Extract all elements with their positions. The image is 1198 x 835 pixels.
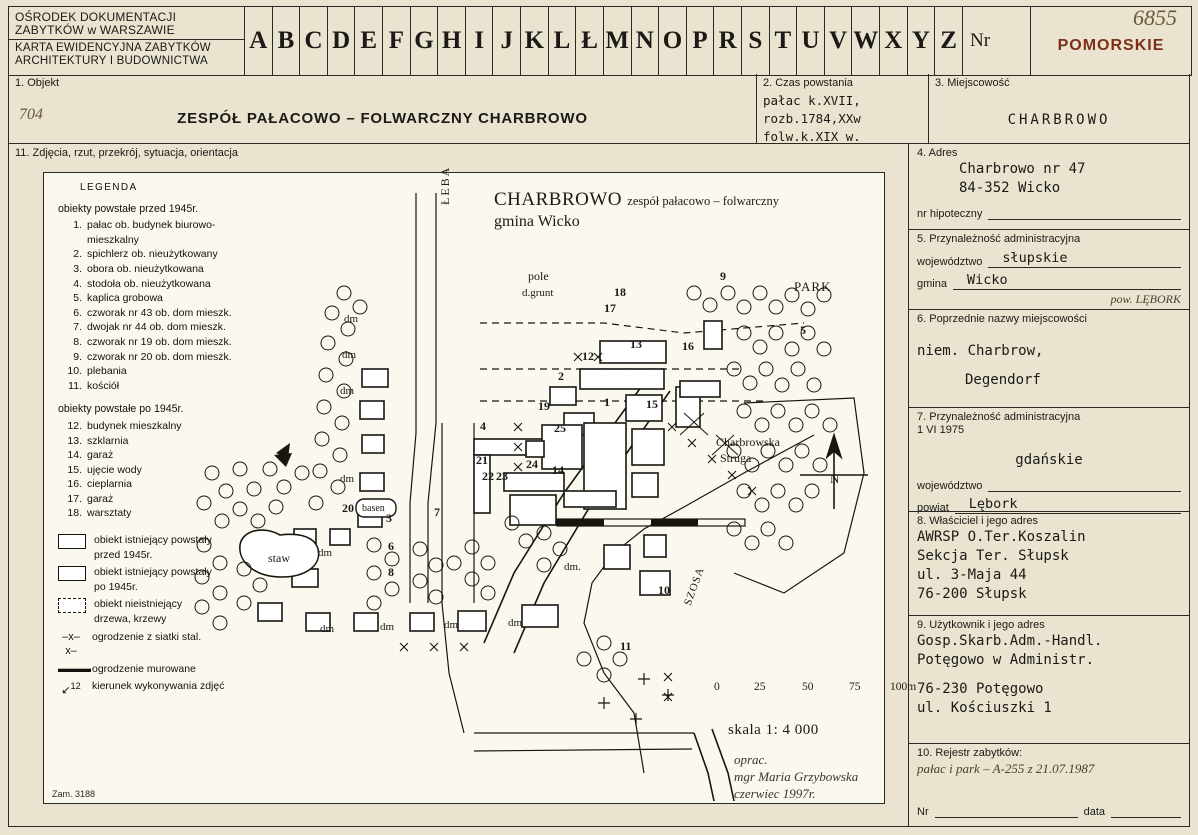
field-10-caption: 10. Rejestr zabytków: (917, 747, 1023, 759)
legend-item-text: czworak nr 20 ob. dom mieszk. (87, 350, 232, 363)
map-label-dm: dm (318, 547, 333, 559)
field-7-wojewodztwo-label: województwo (917, 480, 983, 492)
map-label-stream-1: Charbrowska (716, 435, 780, 449)
alpha-cell[interactable]: H (438, 7, 466, 75)
map-number: 5 (800, 323, 806, 337)
map-number: 3 (386, 511, 392, 525)
legend-item (60, 463, 286, 478)
field-10-data-label: data (1083, 806, 1105, 818)
legend-symbol-text: kierunek wykonywania zdjęć (92, 680, 225, 693)
map-number: 25 (554, 421, 566, 435)
legend-symbol-line1: obiekt nieistniejący (94, 598, 183, 611)
legend-item (60, 218, 286, 233)
legend-symbol (56, 597, 286, 626)
field-8-caption: 8. Właściciel i jego adres (917, 515, 1039, 527)
map-label-river: ŁEBA (438, 165, 452, 205)
map-number: 19 (538, 399, 550, 413)
field-10-nr-input[interactable] (935, 801, 1078, 818)
field-miejscowosc (929, 74, 1189, 143)
field-5-caption: 5. Przynależność administracyjna (917, 233, 1081, 245)
alpha-cell[interactable]: K (521, 7, 549, 75)
legend-item-text: budynek mieszkalny (87, 419, 182, 432)
alpha-cell[interactable]: O (659, 7, 687, 75)
legend-item-num: 17. (67, 492, 82, 505)
field-9-line1: Gosp.Skarb.Adm.-Handl. (917, 633, 1103, 649)
legend-item-num (60, 233, 87, 248)
map-number: 7 (434, 505, 440, 519)
field-4-caption: 4. Adres (917, 147, 958, 159)
signature-line-2: mgr Maria Grzybowska (734, 769, 859, 784)
map-label-dm: dm (380, 621, 395, 633)
scale-tick-labels (714, 681, 917, 695)
field-czas-powstania (757, 74, 929, 143)
nr-label-box (963, 7, 1031, 75)
alpha-cell[interactable]: D (328, 7, 356, 75)
legend-item-num: 6. (73, 306, 82, 319)
legend-item (60, 306, 286, 321)
field-9-line2: Potęgowo w Administr. (917, 652, 1095, 668)
legend-item-text: garaż (87, 492, 114, 505)
legend-symbol (56, 565, 286, 594)
author-signature (734, 751, 858, 802)
legend-item-text: mieszkalny (87, 233, 139, 246)
field-9-line4: 76-230 Potęgowo (917, 681, 1044, 697)
legend-item (60, 477, 286, 492)
alpha-cell[interactable]: M (604, 7, 632, 75)
field-11-panel (9, 144, 917, 826)
field-9-line5: ul. Kościuszki 1 (917, 700, 1052, 716)
field-4-adres (909, 144, 1189, 230)
map-number: 24 (526, 457, 538, 471)
legend-item (60, 247, 286, 262)
legend-item-num: 4. (73, 277, 82, 290)
map-label-field1: pole (528, 269, 549, 283)
field-9-spacer (917, 670, 1181, 680)
field-czas-line3: folw.k.XIX w. (763, 129, 861, 144)
field-czas-line1: pałac k.XVII, (763, 93, 861, 108)
field-czas-caption: 2. Czas powstania (763, 77, 853, 89)
field-5-gmina-input[interactable] (953, 273, 1181, 290)
field-6-poprzednie-nazwy (909, 310, 1189, 408)
alpha-cell[interactable]: C (300, 7, 328, 75)
alpha-cell[interactable]: U (797, 7, 825, 75)
header-divider (9, 39, 244, 40)
nr-label: Nr (970, 30, 991, 51)
field-8-line3: ul. 3-Maja 44 (917, 567, 1027, 583)
legend-symbol-line2: przed 1945r. (94, 548, 153, 561)
legend-item (60, 233, 286, 248)
field-czas-line2: rozb.1784,XXw (763, 111, 861, 126)
field-5-wojewodztwo-label: województwo (917, 256, 983, 268)
field-7-wojewodztwo-row (917, 475, 1181, 492)
map-label-dm: dm (344, 313, 359, 325)
field-object (9, 74, 757, 143)
legend-item-text: garaż (87, 449, 114, 462)
legend-item-text: czworak nr 43 ob. dom mieszk. (87, 306, 232, 319)
legend-item (60, 335, 286, 350)
field-object-caption: 1. Objekt (15, 77, 60, 89)
legend-item-text: obora ob. nieużytkowana (87, 262, 204, 275)
institution-block (9, 7, 245, 75)
map-number: 8 (388, 565, 394, 579)
legend-group-1: obiekty powstałe przed 1945r. (58, 202, 199, 215)
field-7-caption-2: 1 VI 1975 (917, 424, 965, 436)
field-8-line4: 76-200 Słupsk (917, 586, 1027, 602)
site-plan-image (43, 165, 917, 804)
map-label-dm: dm (340, 473, 355, 485)
map-number: 16 (682, 339, 694, 353)
field-5-przynaleznosc (909, 230, 1189, 310)
alpha-cell[interactable]: A (245, 7, 273, 75)
map-label-park: PARK (794, 279, 832, 294)
map-label-dm: dm (320, 623, 335, 635)
scale-tick: 50 (802, 681, 814, 693)
record-number: 6855 (1133, 5, 1177, 30)
field-5-gmina-value: Wicko (966, 272, 1008, 288)
alpha-cell[interactable]: J (493, 7, 521, 75)
legend-item (60, 277, 286, 292)
alpha-cell[interactable]: R (714, 7, 742, 75)
legend-item-text: plebania (87, 365, 127, 378)
legend-item-num: 9. (73, 350, 82, 363)
alpha-cell[interactable]: X (880, 7, 908, 75)
map-legend (54, 181, 286, 699)
legend-item-text: warsztaty (87, 507, 132, 520)
alphabet-index (245, 7, 963, 75)
map-label-north: N (830, 471, 840, 486)
signature-line-1: oprac. (734, 752, 768, 767)
signature-line-3: czerwiec 1997r. (734, 786, 816, 801)
institution-line-2: ZABYTKÓW w WARSZAWIE (15, 23, 175, 37)
legend-symbol-text (94, 565, 286, 594)
map-title-block (494, 189, 779, 231)
legend-item-num: 16. (67, 478, 82, 491)
field-4-hipoteczny-label: nr hipoteczny (917, 208, 983, 220)
field-4-hipoteczny-input[interactable] (988, 203, 1181, 220)
field-9-uzytkownik (909, 616, 1189, 744)
alpha-cell[interactable]: Y (908, 7, 936, 75)
field-miejscowosc-caption: 3. Miejscowość (935, 77, 1010, 89)
alpha-cell[interactable]: S (742, 7, 770, 75)
photo-direction-icon: ↙$^{12}$ (61, 681, 81, 698)
scale-tick: 25 (754, 681, 766, 693)
alpha-cell[interactable]: V (825, 7, 853, 75)
legend-item (60, 291, 286, 306)
legend-item (60, 506, 286, 521)
legend-symbol (56, 630, 286, 659)
institution-line-1: OŚRODEK DOKUMENTACJI (15, 10, 177, 24)
alpha-cell[interactable]: E (355, 7, 383, 75)
legend-item-num: 15. (67, 463, 82, 476)
legend-item-text: cieplarnia (87, 478, 132, 491)
scale-bar (714, 681, 917, 695)
alpha-cell[interactable]: T (770, 7, 798, 75)
map-number: 17 (604, 301, 616, 315)
map-number: 12 (582, 349, 594, 363)
map-number: 11 (620, 639, 632, 653)
map-number: 4 (480, 419, 486, 433)
alpha-cell[interactable]: W (852, 7, 880, 75)
field-5-wojewodztwo-row (917, 251, 1181, 268)
legend-symbol-text: ogrodzenie z siatki stal. (92, 630, 202, 643)
building-post1945-icon (58, 566, 86, 581)
field-7-powiat-label: powiat (917, 502, 949, 514)
alpha-cell[interactable]: F (383, 7, 411, 75)
field-8-line1: AWRSP O.Ter.Koszalin (917, 529, 1086, 545)
map-label-field2: d.grunt (522, 287, 554, 299)
map-number: 9 (720, 269, 726, 283)
alpha-cell[interactable]: Ł (576, 7, 604, 75)
map-number: 10 (658, 583, 670, 597)
legend-item-text: czworak nr 19 ob. dom mieszk. (87, 335, 232, 348)
object-info-row (8, 74, 1190, 144)
field-6-caption: 6. Poprzednie nazwy miejscowości (917, 313, 1087, 325)
field-10-nr-row (917, 801, 1181, 818)
scale-tick: 100m (890, 681, 917, 693)
legend-list-2 (54, 419, 286, 521)
field-7-przynaleznosc-1975 (909, 408, 1189, 512)
field-5-wojewodztwo-input[interactable] (988, 251, 1181, 268)
legend-list-1 (54, 218, 286, 393)
card-line-1: KARTA EWIDENCYJNA ZABYTKÓW (15, 42, 211, 54)
region-box (1031, 7, 1191, 75)
alpha-cell[interactable]: P (687, 7, 715, 75)
scale-tick: 0 (714, 681, 720, 693)
legend-symbol (56, 533, 286, 562)
region-name: POMORSKIE (1057, 37, 1165, 54)
legend-item-num: 1. (73, 219, 82, 232)
field-7-powiat-value: Lębork (968, 496, 1018, 512)
map-number: 14 (552, 463, 564, 477)
alpha-cell[interactable]: G (411, 7, 439, 75)
legend-item-text: kaplica grobowa (87, 292, 163, 305)
legend-symbol-text (94, 597, 286, 626)
document-body (8, 144, 1190, 827)
field-8-wlasciciel (909, 512, 1189, 616)
field-10-hand-value: pałac i park – A-255 z 21.07.1987 (917, 761, 1095, 776)
legend-item (60, 419, 286, 434)
field-7-highlight: gdańskie (1015, 452, 1083, 468)
legend-item (60, 262, 286, 277)
legend-item-num: 7. (73, 321, 82, 334)
legend-item-num: 10. (67, 365, 82, 378)
building-demolished-icon (58, 598, 86, 613)
field-10-data-input[interactable] (1111, 801, 1181, 818)
legend-item (60, 448, 286, 463)
legend-item-text: kościół (87, 379, 120, 392)
map-number: 15 (646, 397, 658, 411)
print-code: Zam. 3188 (52, 789, 96, 799)
wall-fence-icon: ▬▬▬ (58, 662, 91, 675)
alpha-cell[interactable]: B (273, 7, 301, 75)
field-4-hipoteczny-row (917, 203, 1181, 220)
card-line-2: ARCHITEKTURY I BUDOWNICTWA (15, 55, 208, 67)
map-label-dm: dm (342, 349, 357, 361)
legend-item-num: 8. (73, 335, 82, 348)
map-label-pond: staw (268, 551, 290, 565)
legend-item-num: 11. (68, 379, 82, 392)
legend-symbol-text (94, 533, 286, 562)
scale-text: skala 1: 4 000 (728, 722, 819, 738)
legend-item-text: ujęcie wody (87, 463, 142, 476)
map-label-road: SZOSA (682, 565, 707, 608)
map-title-commune: gmina Wicko (494, 213, 580, 230)
alpha-cell[interactable]: I (466, 7, 494, 75)
map-number: 20 (342, 501, 354, 515)
field-5-hand-note: pow. LĘBORK (1110, 292, 1181, 306)
legend-item (60, 320, 286, 335)
legend-symbol-line1: obiekt istniejący powstały (94, 534, 212, 547)
building-pre1945-icon (58, 534, 86, 549)
field-8-line2: Sekcja Ter. Słupsk (917, 548, 1069, 564)
fields-panel (909, 144, 1189, 826)
legend-item-text: spichlerz ob. nieużytkowany (87, 248, 218, 261)
map-label-dm: dm (508, 617, 523, 629)
map-number: 22 (482, 469, 494, 483)
field-4-line1: Charbrowo nr 47 (959, 161, 1086, 177)
map-label-basen: basen (362, 503, 385, 514)
alpha-cell[interactable]: Z (935, 7, 963, 75)
map-number: 18 (614, 285, 626, 299)
legend-item-num: 14. (67, 449, 82, 462)
field-object-side-note: 704 (19, 106, 43, 123)
legend-item-num: 2. (73, 248, 82, 261)
map-label-dm: dm (444, 619, 459, 631)
field-object-value: ZESPÓŁ PAŁACOWO – FOLWARCZNY CHARBROWO (177, 110, 588, 127)
legend-symbol-text: ogrodzenie murowane (92, 662, 196, 675)
map-title-sub: zespół pałacowo – folwarczny (627, 194, 779, 208)
field-miejscowosc-value: CHARBROWO (1007, 112, 1111, 128)
map-number: 13 (630, 337, 642, 351)
map-label-dm: dm (340, 385, 355, 397)
field-7-caption: 7. Przynależność administracyjna (917, 411, 1081, 423)
map-number: 1 (604, 395, 610, 409)
alpha-cell[interactable]: N (632, 7, 660, 75)
field-5-gmina-row (917, 273, 1181, 290)
field-7-wojewodztwo-input[interactable] (988, 475, 1181, 492)
alpha-cell[interactable]: L (549, 7, 577, 75)
legend-item-num: 18. (67, 507, 82, 520)
map-number: 6 (388, 539, 394, 553)
legend-symbol (56, 679, 286, 698)
legend-title: LEGENDA (80, 182, 138, 193)
document-header (8, 6, 1192, 76)
map-label-stream-2: Struga (720, 451, 752, 465)
legend-item-num: 12. (67, 419, 82, 432)
legend-item-num: 5. (73, 292, 82, 305)
field-11-caption: 11. Zdjęcia, rzut, przekrój, sytuacja, orientacja (15, 147, 238, 159)
legend-item (60, 350, 286, 365)
legend-item-text: dwojak nr 44 ob. dom mieszk. (87, 321, 226, 334)
legend-item-text: pałac ob. budynek biurowo- (87, 219, 216, 232)
field-5-gmina-label: gmina (917, 278, 947, 290)
legend-item-num: 3. (73, 262, 82, 275)
legend-symbol-line2: drzewa, krzewy (94, 613, 167, 626)
field-10-rejestr (909, 744, 1189, 818)
legend-symbol (56, 662, 286, 677)
legend-item (60, 364, 286, 379)
legend-item (60, 492, 286, 507)
legend-item-text: stodoła ob. nieużytkowana (87, 277, 211, 290)
legend-item (60, 434, 286, 449)
legend-group-2: obiekty powstałe po 1945r. (58, 403, 184, 416)
map-label-dm: dm. (564, 561, 581, 573)
field-10-nr-label: Nr (917, 806, 929, 818)
legend-symbol-line2: po 1945r. (94, 580, 138, 593)
map-number: 21 (476, 453, 488, 467)
scale-bar-graphic (557, 519, 745, 526)
map-title-main: CHARBROWO (494, 189, 623, 210)
field-9-caption: 9. Użytkownik i jego adres (917, 619, 1045, 631)
map-number: 23 (496, 469, 508, 483)
field-6-line1: niem. Charbrow, (917, 343, 1044, 359)
legend-item-text: szklarnia (87, 434, 129, 447)
legend-symbol-line1: obiekt istniejący powstały (94, 566, 212, 579)
map-title (494, 189, 779, 211)
legend-item (60, 379, 286, 394)
scale-tick: 75 (849, 681, 861, 693)
wire-fence-icon: –x–x– (62, 630, 80, 658)
map-number: 2 (558, 369, 564, 383)
legend-item-num: 13. (67, 434, 82, 447)
field-5-wojewodztwo-value: słupskie (1002, 250, 1068, 266)
field-6-line2: Degendorf (965, 372, 1041, 388)
field-4-line2: 84-352 Wicko (959, 180, 1061, 196)
